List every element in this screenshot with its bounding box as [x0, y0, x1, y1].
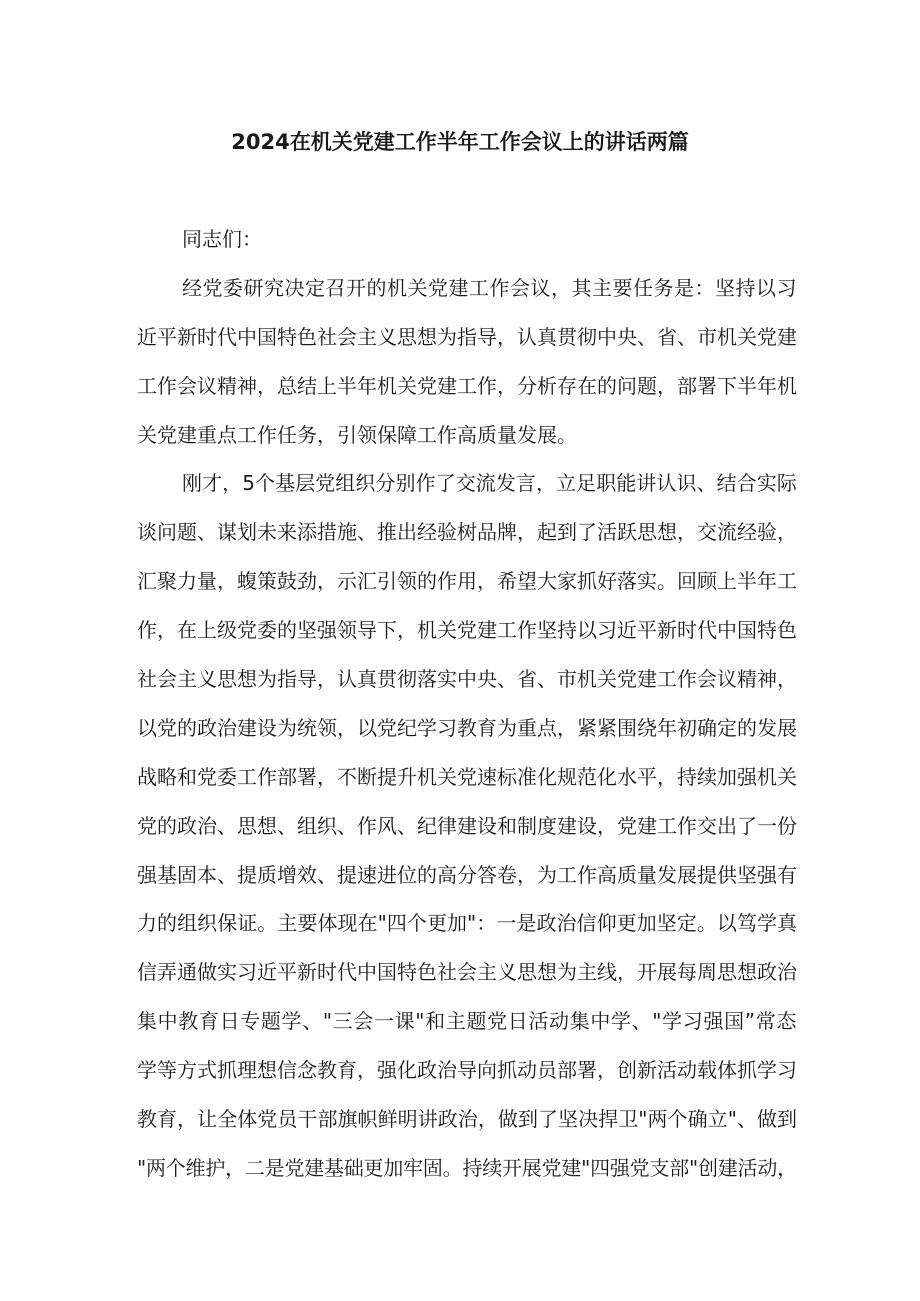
paragraph-line: 教育，让全体党员干部旗帜鲜明讲政治，做到了坚决捍卫"两个确立"、做到 — [137, 1107, 798, 1132]
paragraph-line: 力的组织保证。主要体现在"四个更加"：一是政治信仰更加坚定。以笃学真 — [137, 911, 798, 936]
paragraph-line: 谈问题、谋划未来添措施、推出经验树品牌，起到了活跃思想，交流经验， — [137, 520, 797, 545]
paragraph-line: 强基固本、提质增效、提速进位的高分答卷，为工作高质量发展提供坚强有 — [137, 862, 797, 887]
paragraph-line: 集中教育日专题学、"三会一课"和主题党日活动集中学、"学习强国”常态 — [137, 1009, 798, 1034]
paragraph-line: "两个维护，二是党建基础更加牢固。持续开展党建"四强党支部"创建活动， — [137, 1155, 797, 1180]
paragraph-line: 以党的政治建设为统领，以党纪学习教育为重点，紧紧围绕年初确定的发展 — [137, 715, 797, 740]
paragraph-line: 关党建重点工作任务，引领保障工作高质量发展。 — [137, 422, 577, 447]
document-body — [137, 222, 797, 1200]
paragraph-line: 近平新时代中国特色社会主义思想为指导，认真贯彻中央、省、市机关党建 — [137, 324, 797, 349]
paragraph-line: 社会主义思想为指导，认真贯彻落实中央、省、市机关党建工作会议精神， — [137, 667, 797, 692]
paragraph-line: 党的政治、思想、组织、作风、纪律建设和制度建设，党建工作交出了一份 — [137, 813, 797, 838]
paragraph-line: 汇聚力量，蝮策鼓劲，示汇引领的作用，希望大家抓好落实。回顾上半年工 — [137, 569, 797, 594]
paragraph-line: 工作会议精神，总结上半年机关党建工作，分析存在的问题，部署下半年机 — [137, 373, 797, 398]
paragraph-line: 同志们： — [182, 227, 262, 251]
paragraph-line: 经党委研究决定召开的机关党建工作会议，其主要任务是：坚持以习 — [182, 275, 797, 300]
document-title: 2024在机关党建工作半年工作会议上的讲话两篇 — [231, 130, 689, 154]
paragraph-line: 刚才，5个基层党组织分别作了交流发言，立足职能讲认识、结合实际 — [182, 471, 797, 496]
paragraph-line: 信弄通做实习近平新时代中国特色社会主义思想为主线，开展每周思想政治 — [137, 960, 797, 985]
paragraph-line: 学等方式抓理想信念教育，强化政治导向抓动员部署，创新活动载体抓学习 — [137, 1058, 797, 1083]
paragraph-line: 战略和党委工作部署，不断提升机关党速标准化规范化水平，持续加强机关 — [137, 764, 797, 789]
paragraph-line: 作，在上级党委的坚强领导下，机关党建工作坚持以习近平新时代中国特色 — [137, 618, 797, 643]
